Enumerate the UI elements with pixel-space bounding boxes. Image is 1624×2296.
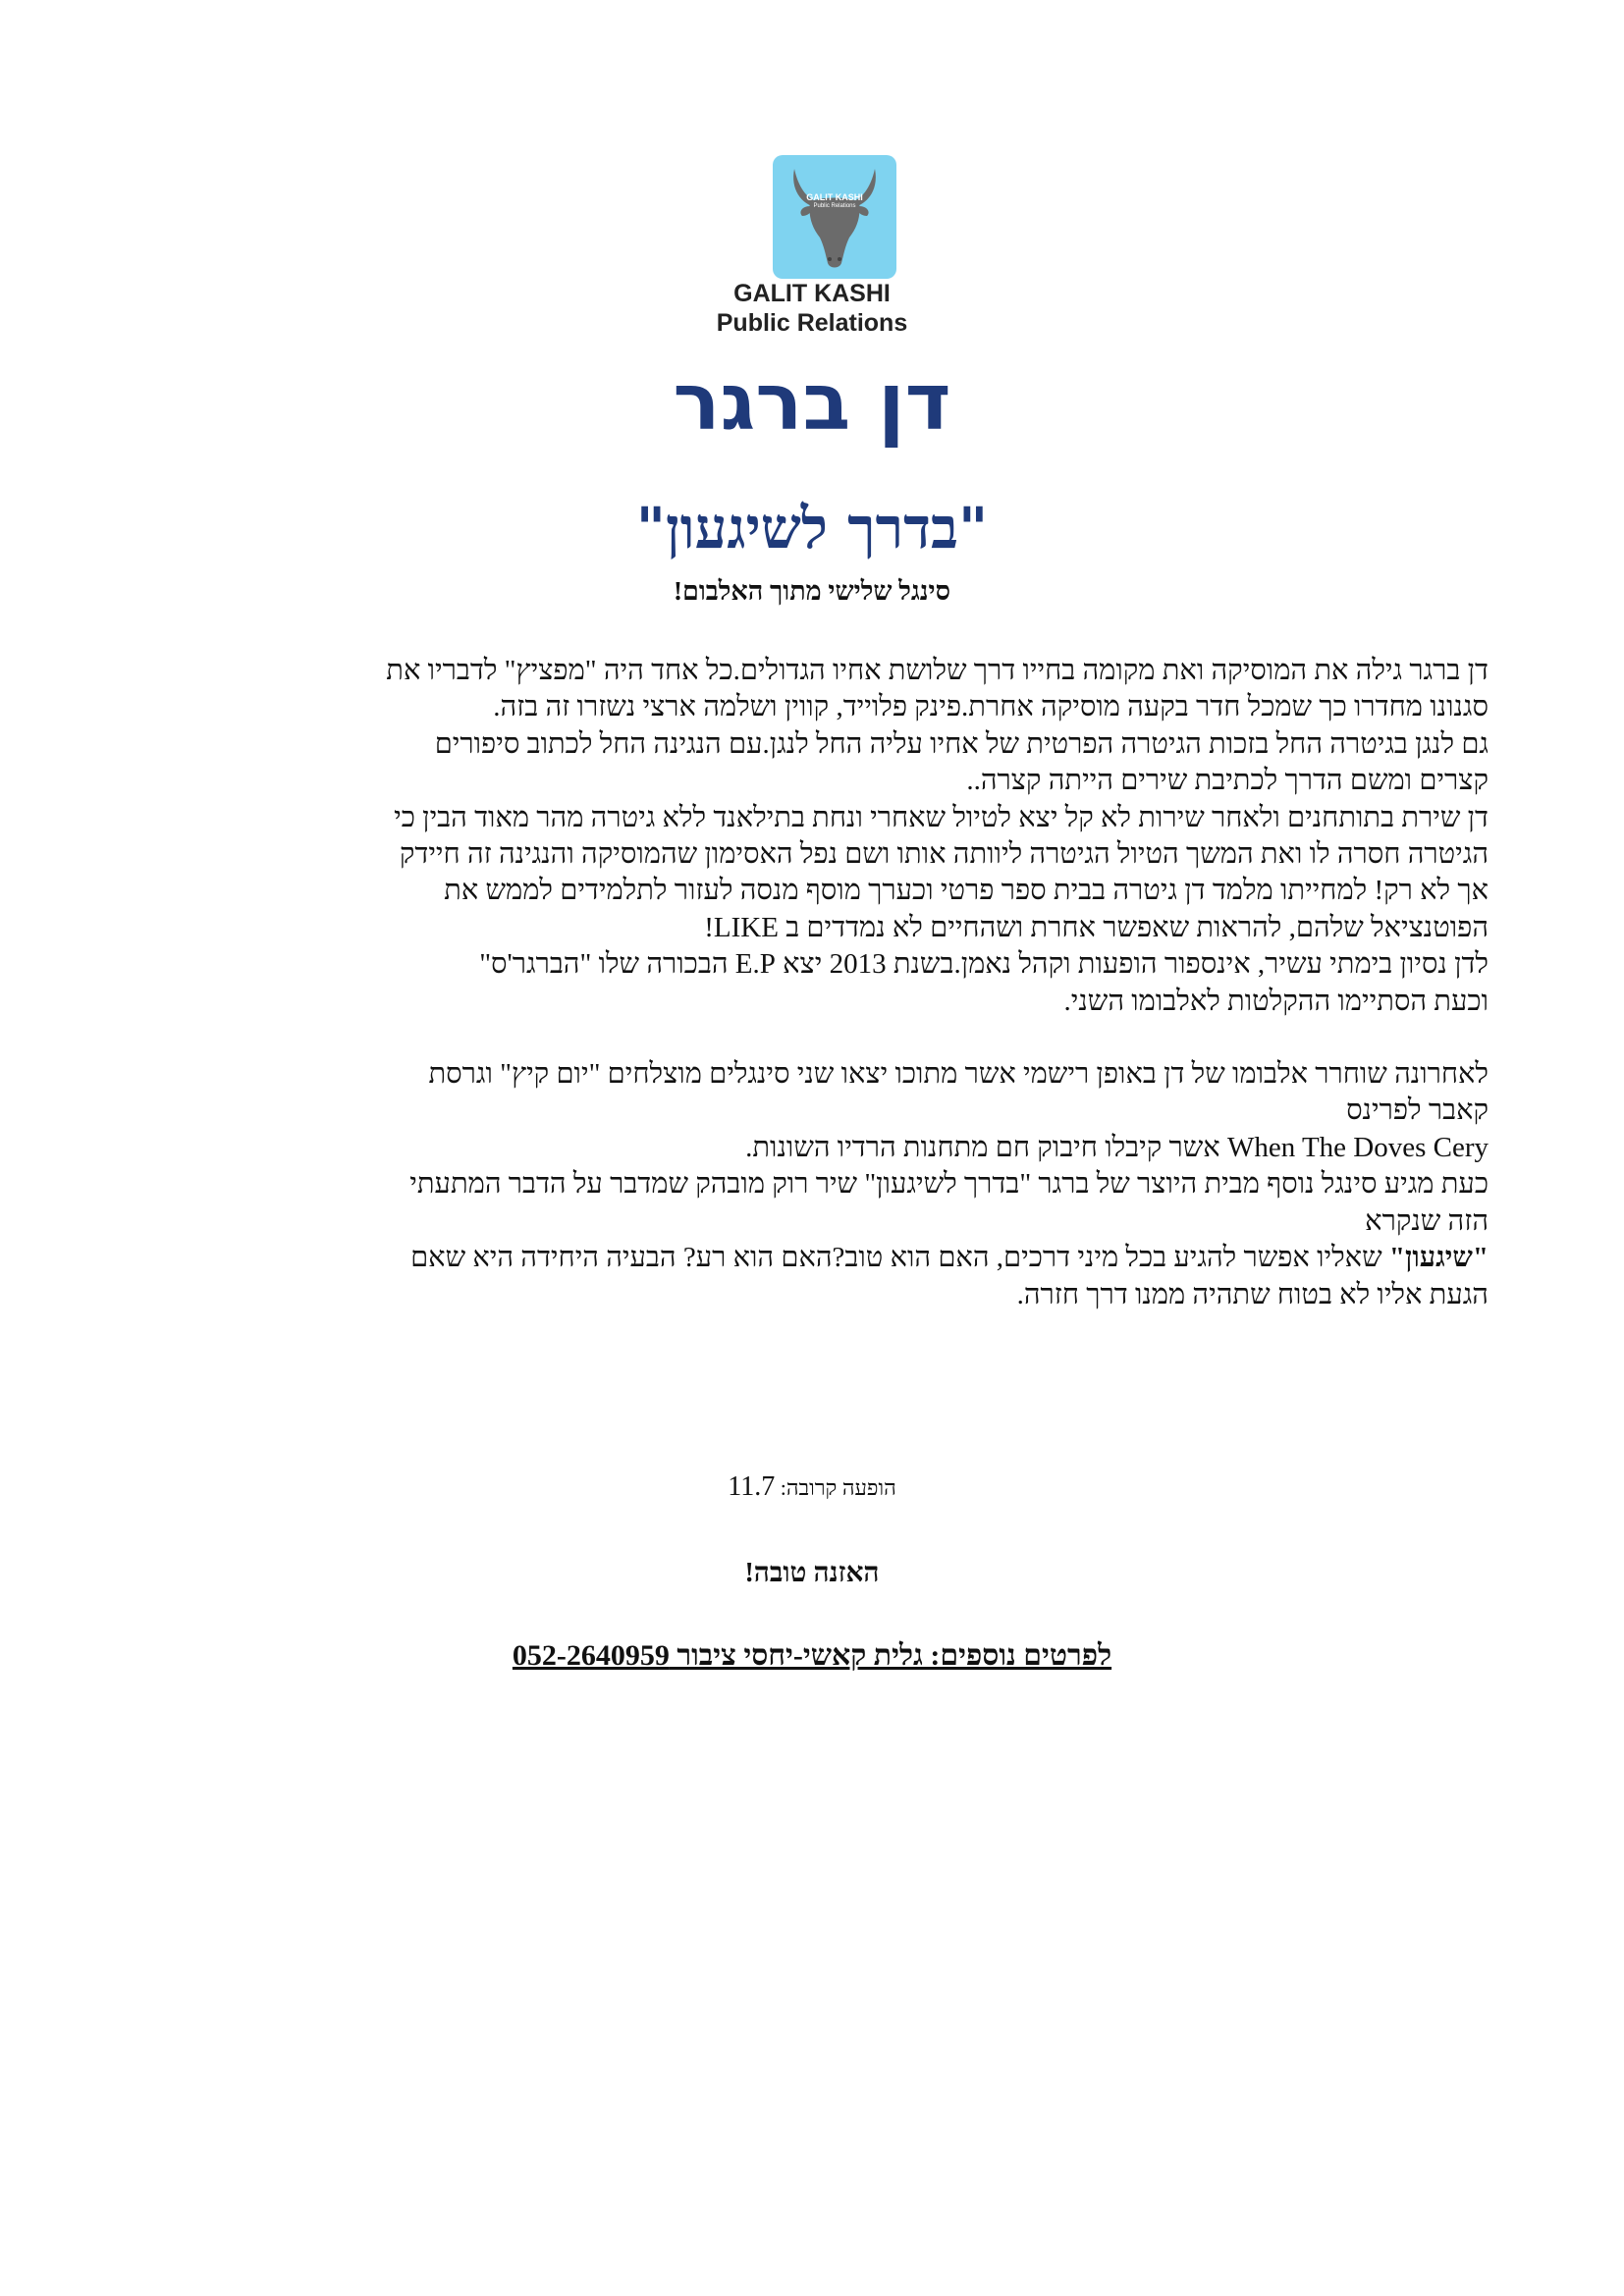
body-line: קצרים ומשם הדרך לכתיבת שירים הייתה קצרה.. [966,765,1489,797]
body-line: הגעת אליו לא בטוח שתהיה ממנו דרך חזרה. [1016,1278,1489,1310]
logo-inner-company: GALIT KASHI [806,192,863,202]
body-line: גם לנגן בגיטרה החל בזכות הגיטרה הפרטית של אחיו עליה החל לנגן.עם הנגינה החל לכתוב סיפורים [434,727,1489,760]
company-tagline: Public Relations [716,309,908,337]
paragraph-gap [162,1020,1489,1056]
artist-title: דן ברגר [673,356,951,448]
body-line: לדן נסיון בימתי עשיר, אינספור הופעות וקהל נאמן.בשנת 2013 יצא E.P הבכורה שלו "הברגר'ס" [479,948,1489,981]
body-line: When The Doves Cery אשר קיבלו חיבוק חם מתחנות הרדיו השונות. [745,1131,1489,1163]
article-body [162,653,1489,1313]
body-line: כעת מגיע סינגל נוסף מבית היוצר של ברגר "בדרך לשיגעון" שיר רוק מובהק שמדבר על הדבר המתעתי [409,1168,1489,1201]
show-label: הופעה קרובה: [775,1475,896,1500]
body-line: אך לא רק! למחייתו מלמד דן גיטרה בבית ספר פרטי וכערך מוסף מנסה לעזור לתלמידים לממש את [444,875,1489,907]
logo-badge [773,155,896,279]
body-line: הפוטנציאל שלהם, להראות שאפשר אחרת ושהחיים לא נמדדים ב LIKE! [704,911,1489,943]
contact-details: לפרטים נוספים: גלית קאשי-יחסי ציבור 052-2640959 [512,1639,1112,1672]
body-line: לאחרונה שוחרר אלבומו של דן באופן רישמי אשר מתוכו יצאו שני סינגלים מוצלחים "יום קיץ" וגרסת [428,1058,1489,1091]
bull-head-icon [773,155,896,279]
logo-inner-tagline: Public Relations [813,203,856,209]
bold-word: "שיגעון" [1388,1242,1489,1274]
body-line: וכעת הסתיימו ההקלטות לאלבומו השני. [1063,985,1489,1017]
song-title: "בדרך לשיגעון" [635,495,989,561]
company-logo [773,155,896,279]
show-date: 11.7 [728,1471,776,1502]
body-line: דן שירת בתותחנים ולאחר שירות לא קל יצא לטיול שאחרי ונחת בתילאנד ללא גיטרה מהר מאוד הבין כי [394,801,1489,833]
body-line: הזה שנקרא [1365,1204,1489,1237]
body-line-rest: שאליו אפשר להגיע בכל מיני דרכים, האם הוא טוב?האם הוא רע? הבעיה היחידה היא שאם [410,1242,1389,1274]
company-name: GALIT KASHI [733,280,891,307]
upcoming-show [0,1472,1624,1503]
body-line: הגיטרה חסרה לו ואת המשך הטיול הגיטרה ליוותה אותו ושם נפל האסימון שהמוסיקה והנגינה זה חיידק [399,838,1489,871]
body-line: סגנונו מחדרו כך שמכל חדר בקעה מוסיקה אחרת.פינק פלוייד, קווין ושלמה ארצי נשזרו זה בזה. [493,691,1489,723]
body-line-with-bold [162,1240,1489,1276]
body-line: דן ברגר גילה את המוסיקה ואת מקומה בחייו דרך שלושת אחיו הגדולים.כל אחד היה "מפציץ" לדבריו את [386,655,1489,686]
body-line: קאבר לפרינס [1346,1095,1489,1127]
enjoy-listening: האזנה טובה! [744,1558,880,1588]
single-subtitle: סינגל שלישי מתוך האלבום! [674,576,950,606]
